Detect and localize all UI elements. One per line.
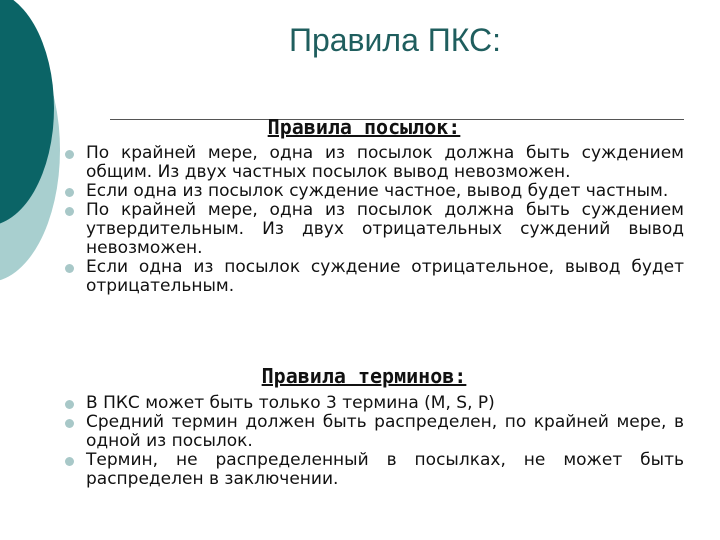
list-item-text: Средний термин должен быть распределен, по крайней мере, в одной из посылок. [86,412,684,451]
list-item [86,413,684,451]
list-item [86,451,684,489]
list-item-text: В ПКС может быть только 3 термина (M, S, P) [86,393,495,413]
terms-heading: Правила терминов: [261,364,467,388]
list-item [86,201,684,258]
bullet-icon [65,400,74,409]
list-item [86,144,684,182]
premises-list [86,144,684,296]
bullet-icon [65,188,74,197]
slide-title: Правила ПКС: [288,22,502,58]
bullet-icon [65,150,74,159]
list-item [86,394,684,413]
list-item-text: Если одна из посылок суждение отрицательное, вывод будет отрицательным. [86,257,684,296]
list-item [86,258,684,296]
bullet-icon [65,207,74,216]
list-item-text: Если одна из посылок суждение частное, вывод будет частным. [86,181,669,201]
bullet-icon [65,457,74,466]
list-item-text: Термин, не распределенный в посылках, не может быть распределен в заключении. [86,450,684,489]
list-item [86,182,684,201]
bullet-icon [65,419,74,428]
bullet-icon [65,264,74,273]
premises-heading: Правила посылок: [267,115,461,139]
terms-list [86,394,684,489]
list-item-text: По крайней мере, одна из посылок должна быть суждением общим. Из двух частных посылок вывод невозможен. [86,143,684,182]
list-item-text: По крайней мере, одна из посылок должна быть суждением утвердительным. Из двух отрицательных суждений вывод невозможен. [86,200,684,258]
